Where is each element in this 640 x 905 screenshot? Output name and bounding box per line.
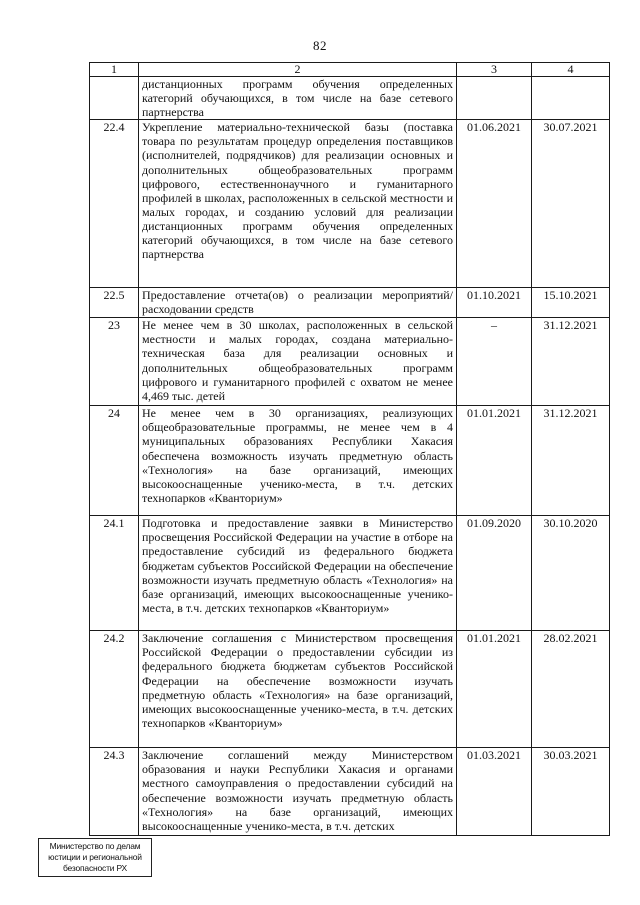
column-header-end-date: 4	[532, 63, 610, 77]
row-number: 23	[90, 318, 139, 406]
ministry-stamp	[38, 838, 152, 877]
table-row	[90, 516, 610, 631]
row-start-date: 01.01.2021	[457, 631, 532, 748]
row-end-date: 30.10.2020	[532, 516, 610, 631]
row-number: 24	[90, 406, 139, 516]
row-number: 22.5	[90, 288, 139, 318]
row-description: Не менее чем в 30 школах, расположенных в сельской местности и малых городах, создана материально-техническая база для реализации основных и дополнительных общеобразовательных программ цифрового и гуманитарного профилей с охватом не менее 4,469 тыс. детей	[139, 318, 457, 406]
row-description: Предоставление отчета(ов) о реализации мероприятий/ расходовании средств	[139, 288, 457, 318]
row-description: Не менее чем в 30 организациях, реализующих общеобразовательные программы, не менее чем в 4 муниципальных образованиях Республики Хакасия обеспечена возможность изучать предметную область «Технология» на базе организаций, имеющих высокооснащенные ученико-места, в т.ч. детских технопарков «Кванториум»	[139, 406, 457, 516]
table-row	[90, 288, 610, 318]
column-header-start-date: 3	[457, 63, 532, 77]
row-start-date: 01.06.2021	[457, 120, 532, 288]
row-start-date: 01.09.2020	[457, 516, 532, 631]
row-number: 24.1	[90, 516, 139, 631]
row-end-date: 31.12.2021	[532, 406, 610, 516]
table-row	[90, 77, 610, 120]
stamp-line: Министерство по делам	[49, 841, 141, 851]
row-start-date	[457, 77, 532, 120]
row-start-date: 01.01.2021	[457, 406, 532, 516]
table-header-row	[90, 63, 610, 77]
column-header-number: 1	[90, 63, 139, 77]
row-start-date: –	[457, 318, 532, 406]
row-description: Заключение соглашения с Министерством просвещения Российской Федерации о предоставлении субсидии из федерального бюджета бюджетам субъектов Российской Федерации на обеспечение возможности изучать предметную область «Технология» на базе организаций, имеющих высокооснащенные ученико-места, в т.ч. детских технопарков «Кванториум»	[139, 631, 457, 748]
column-header-description: 2	[139, 63, 457, 77]
row-description: Подготовка и предоставление заявки в Министерство просвещения Российской Федерации на участие в отборе на предоставление субсидий из федерального бюджета бюджетам субъектов Российской Федерации на обеспечение возможности изучать предметную область «Технология» на базе организаций, имеющих высокооснащенные ученико-места, в т.ч. детских технопарков «Кванториум»	[139, 516, 457, 631]
table-row	[90, 748, 610, 836]
document-table	[89, 62, 610, 836]
stamp-line: юстиции и региональной	[48, 852, 142, 862]
row-description: дистанционных программ обучения определенных категорий обучающихся, в том числе на базе сетевого партнерства	[139, 77, 457, 120]
row-end-date: 31.12.2021	[532, 318, 610, 406]
table-row	[90, 406, 610, 516]
row-start-date: 01.03.2021	[457, 748, 532, 836]
row-end-date: 30.07.2021	[532, 120, 610, 288]
table-row	[90, 120, 610, 288]
row-number	[90, 77, 139, 120]
table-row	[90, 631, 610, 748]
row-end-date: 28.02.2021	[532, 631, 610, 748]
row-description: Укрепление материально-технической базы (поставка товара по результатам процедур определения поставщиков (исполнителей, подрядчиков) для реализации основных и дополнительных общеобразовательных программ цифрового, естественнонаучного и гуманитарного профилей в школах, расположенных в сельской местности и малых городах, и созданию условий для реализации дистанционных программ обучения определенных категорий обучающихся, в том числе на базе сетевого партнерства	[139, 120, 457, 288]
row-end-date: 15.10.2021	[532, 288, 610, 318]
row-start-date: 01.10.2021	[457, 288, 532, 318]
stamp-line: безопасности РХ	[62, 863, 128, 873]
row-number: 24.3	[90, 748, 139, 836]
row-number: 22.4	[90, 120, 139, 288]
table-row	[90, 318, 610, 406]
row-end-date: 30.03.2021	[532, 748, 610, 836]
row-description: Заключение соглашений между Министерством образования и науки Республики Хакасия и органами местного самоуправления о предоставлении субсидий на обеспечение возможности изучать предметную область «Технология» на базе организаций, имеющих высокооснащенные ученико-места, в т.ч. детских	[139, 748, 457, 836]
page-number: 82	[313, 38, 327, 53]
row-number: 24.2	[90, 631, 139, 748]
row-end-date	[532, 77, 610, 120]
